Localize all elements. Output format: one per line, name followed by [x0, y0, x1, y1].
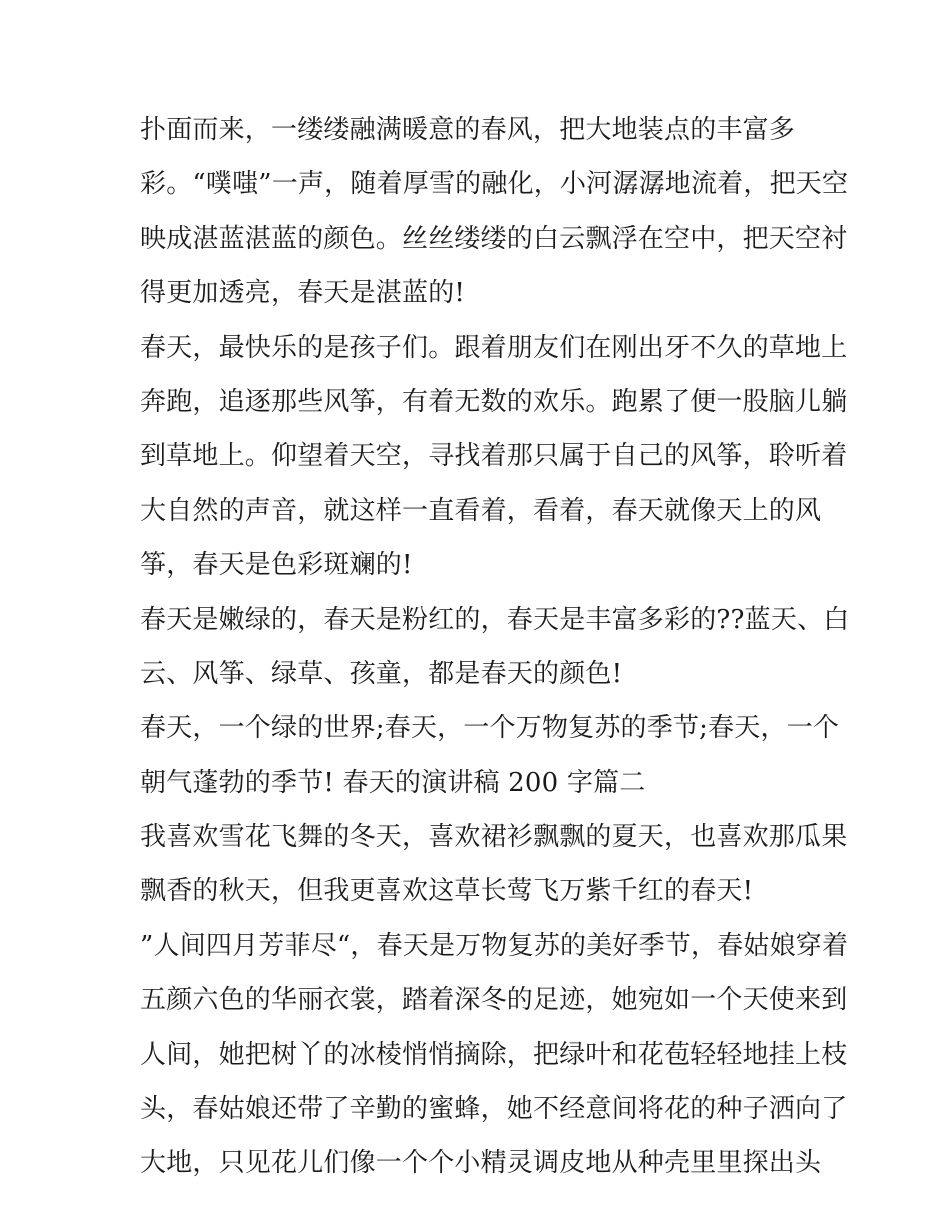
text-line: 得更加透亮，春天是湛蓝的! [140, 278, 466, 309]
text-line: 飘香的秋天，但我更喜欢这草长莺飞万紫千红的春天! [140, 876, 754, 907]
text-line: 到草地上。仰望着天空，寻找着那只属于自己的风筝，聆听着 [140, 441, 848, 472]
text-line: 春天是嫩绿的，春天是粉红的，春天是丰富多彩的??蓝天、白 [140, 604, 850, 635]
text-line: ”人间四月芳菲尽“，春天是万物复苏的美好季节，春姑娘穿着 [140, 930, 849, 961]
text-line: 春天，最快乐的是孩子们。跟着朋友们在刚出牙不久的草地上 [140, 332, 848, 363]
text-line: 云、风筝、绿草、孩童，都是春天的颜色! [140, 658, 623, 689]
text-line: 彩。“噗嗤”一声，随着厚雪的融化，小河潺潺地流着，把天空 [140, 169, 849, 200]
text-line: 春天，一个绿的世界;春天，一个万物复苏的季节;春天，一个 [140, 713, 840, 744]
text-line: 人间，她把树丫的冰棱悄悄摘除，把绿叶和花苞轻轻地挂上枝 [140, 1039, 848, 1070]
text-line: 朝气蓬勃的季节! 春天的演讲稿 200 字篇二 [140, 767, 646, 798]
text-line: 筝，春天是色彩斑斓的! [140, 550, 413, 581]
text-line: 我喜欢雪花飞舞的冬天，喜欢裙衫飘飘的夏天，也喜欢那瓜果 [140, 822, 848, 853]
text-line: 大地，只见花儿们像一个个小精灵调皮地从种壳里里探出头 [140, 1148, 822, 1179]
text-line: 奔跑，追逐那些风筝，有着无数的欢乐。跑累了便一股脑儿躺 [140, 386, 848, 417]
text-line: 扑面而来，一缕缕融满暖意的春风，把大地装点的丰富多 [140, 115, 796, 145]
text-line: 映成湛蓝湛蓝的颜色。丝丝缕缕的白云飘浮在空中，把天空衬 [140, 223, 848, 254]
text-line: 五颜六色的华丽衣裳，踏着深冬的足迹，她宛如一个天使来到 [140, 985, 848, 1016]
text-line: 大自然的声音，就这样一直看着，看着，春天就像天上的风 [140, 495, 822, 526]
text-line: 头，春姑娘还带了辛勤的蜜蜂，她不经意间将花的种子洒向了 [140, 1094, 848, 1125]
document-body [140, 103, 850, 1191]
